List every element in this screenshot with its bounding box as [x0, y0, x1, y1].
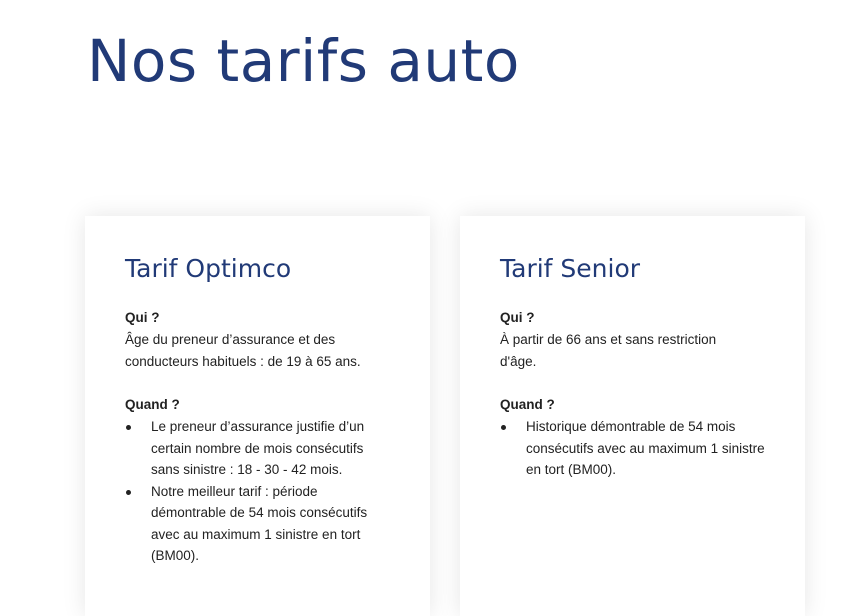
qui-heading: Qui ?: [125, 310, 160, 325]
quand-heading: Quand ?: [125, 397, 180, 412]
qui-text: Âge du preneur d’assurance et des conducteurs habituels : de 19 à 65 ans.: [125, 332, 361, 369]
bullet-icon: [501, 425, 506, 430]
list-item-text: Historique démontrable de 54 mois consécutifs avec au maximum 1 sinistre en tort (BM00).: [526, 419, 765, 477]
card-title: Tarif Optimco: [125, 254, 292, 283]
list-item: [125, 481, 387, 567]
qui-heading: Qui ?: [500, 310, 535, 325]
quand-list: [125, 416, 390, 567]
bullet-icon: [126, 425, 131, 430]
tarif-card-senior: [460, 216, 805, 616]
list-item: [500, 416, 782, 481]
list-item-text: Notre meilleur tarif : période démontrable de 54 mois consécutifs avec au maximum 1 sinistre en tort (BM00).: [151, 483, 368, 563]
page-title: Nos tarifs auto: [87, 27, 520, 95]
tarif-card-optimco: [85, 216, 430, 616]
bullet-icon: [126, 490, 131, 495]
quand-heading: Quand ?: [500, 397, 555, 412]
quand-list: [500, 416, 765, 481]
qui-text: À partir de 66 ans et sans restriction d'âge.: [500, 332, 717, 369]
list-item-text: Le preneur d’assurance justifie d’un certain nombre de mois consécutifs sans sinistre : 18 - 30 - 42 mois.: [151, 419, 365, 477]
list-item: [125, 416, 383, 481]
section-spacer: [500, 372, 765, 394]
section-spacer: [125, 372, 390, 394]
card-title: Tarif Senior: [500, 254, 641, 283]
